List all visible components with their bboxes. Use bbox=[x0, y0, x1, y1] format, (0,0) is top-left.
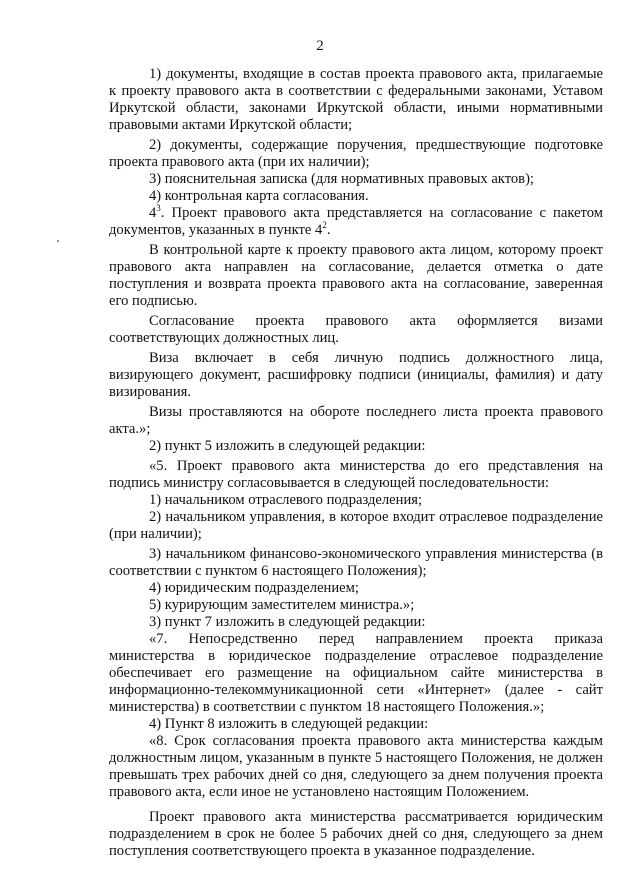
paragraph-control-card-mark: В контрольной карте к проекту правового акта лицом, которому проект правового акта направлен на согласование, делается отметка о дате поступления и возврата проекта правового акта на согласование, заверенная его подписью. bbox=[109, 242, 603, 309]
paragraph-item-2-instructions: 2) документы, содержащие поручения, предшествующие подготовке проекта правового акта (при их наличии); bbox=[109, 137, 603, 170]
paragraph-approver-4: 4) юридическим подразделением; bbox=[149, 580, 359, 596]
paragraph-amend-clause-5: 2) пункт 5 изложить в следующей редакции: bbox=[149, 438, 426, 454]
clause-text: . Проект правового акта представляется на согласование с пакетом документов, указанных в пункте 4 bbox=[109, 205, 603, 238]
paragraph-visas-placed: Визы проставляются на обороте последнего листа проекта правового акта.»; bbox=[109, 404, 603, 437]
clause-end: . bbox=[326, 222, 331, 238]
paragraph-item-3-explanatory-note: 3) пояснительная записка (для нормативных правовых актов); bbox=[149, 171, 534, 187]
paragraph-item-4-control-card: 4) контрольная карта согласования. bbox=[149, 188, 369, 204]
paragraph-amend-clause-7: 3) пункт 7 изложить в следующей редакции: bbox=[149, 614, 426, 630]
paragraph-visa-includes: Виза включает в себя личную подпись должностного лица, визирующего документ, расшифровку подписи (инициалы, фамилия) и дату визирования. bbox=[109, 350, 603, 400]
reference-superscript: 2 bbox=[322, 220, 327, 231]
paragraph-approver-5: 5) курирующим заместителем министра.»; bbox=[149, 597, 415, 613]
clause-number: 4 bbox=[149, 205, 157, 221]
paragraph-clause-5-text: «5. Проект правового акта министерства до его представления на подпись министру согласовывается в следующей последовательности: bbox=[109, 458, 603, 491]
paragraph-approver-2: 2) начальником управления, в которое входит отраслевое подразделение (при наличии); bbox=[109, 509, 603, 542]
paragraph-approval-visas: Согласование проекта правового акта оформляется визами соответствующих должностных лиц. bbox=[109, 313, 603, 346]
clause-superscript: 3 bbox=[156, 203, 161, 214]
scan-dot-mark bbox=[57, 240, 59, 242]
paragraph-clause-7-text: «7. Непосредственно перед направлением проекта приказа министерства в юридическое подразделение отраслевое подразделение обеспечивает его размещение на официальном сайте министерства в информационно-телекоммуникационной сети «Интернет» (далее - сайт министерства) в соответствии с пунктом 18 настоящего Положения.»; bbox=[109, 631, 603, 715]
document-body bbox=[109, 66, 603, 860]
page-number: 2 bbox=[316, 38, 324, 54]
paragraph-clause-4-3 bbox=[109, 205, 603, 239]
paragraph-clause-8-text: «8. Срок согласования проекта правового акта министерства каждым должностным лицом, указанным в пункте 5 настоящего Положения, не должен превышать трех рабочих дней со дня, следующего за днем получения проекта правового акта, если иное не установлено настоящим Положением. bbox=[109, 733, 603, 800]
paragraph-approver-3: 3) начальником финансово-экономического управления министерства (в соответствии с пунктом 6 настоящего Положения); bbox=[109, 546, 603, 579]
paragraph-amend-clause-8: 4) Пункт 8 изложить в следующей редакции: bbox=[149, 716, 429, 732]
paragraph-legal-review-term: Проект правового акта министерства рассматривается юридическим подразделением в срок не более 5 рабочих дней со дня, следующего за днем поступления соответствующего проекта в указанное подразделение. bbox=[109, 809, 603, 859]
paragraph-item-1-documents: 1) документы, входящие в состав проекта правового акта, прилагаемые к проекту правового акта в соответствии с федеральными законами, Уставом Иркутской области, законами Иркутской области, иными нормативными правовыми актами Иркутской области; bbox=[109, 66, 603, 133]
paragraph-approver-1: 1) начальником отраслевого подразделения; bbox=[149, 492, 423, 508]
